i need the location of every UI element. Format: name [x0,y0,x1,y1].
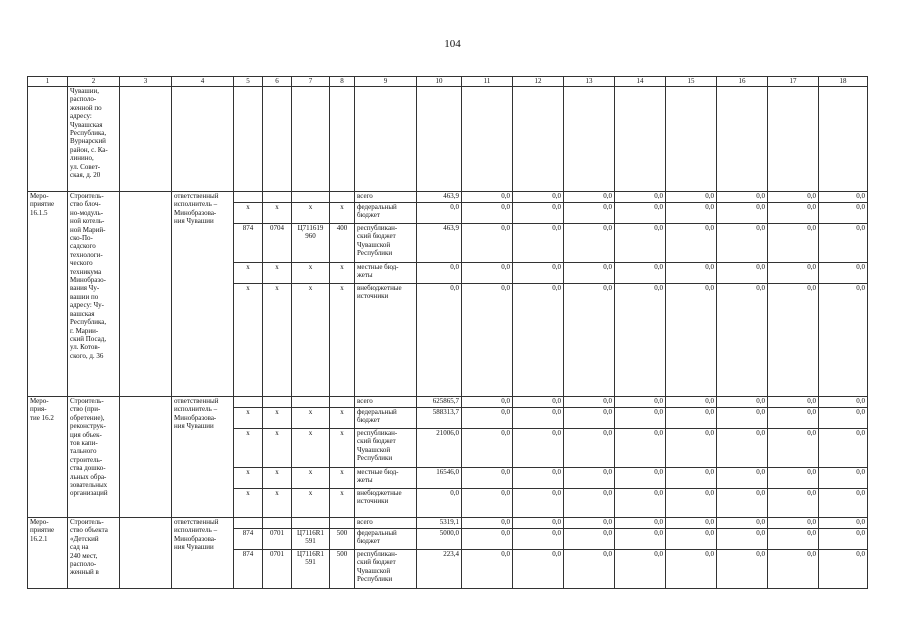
amount-cell: 0,0 [564,518,615,529]
section-code-cell: 0701 [263,550,292,589]
amount-cell: 0,0 [768,468,819,489]
column-header: 14 [615,77,666,87]
amount-cell: 463,9 [417,192,462,203]
amount-cell: 0,0 [513,397,564,408]
amount-cell: 0,0 [513,408,564,429]
amount-cell: 0,0 [819,284,868,397]
target-code-cell [292,518,330,529]
empty-cell [330,87,355,192]
funding-source-cell: местные бюд- жеты [355,263,417,284]
amount-cell: 0,0 [768,529,819,550]
amount-cell: 0,0 [717,397,768,408]
expense-type-cell [330,192,355,203]
amount-cell: 0,0 [819,489,868,518]
table-row [28,192,868,203]
empty-cell [120,518,172,589]
activity-code-cell: Меро- приятие 16.1.5 [28,192,68,397]
target-code-cell [292,397,330,408]
amount-cell: 0,0 [768,408,819,429]
amount-cell: 0,0 [717,489,768,518]
amount-cell: 588313,7 [417,408,462,429]
column-header: 9 [355,77,417,87]
amount-cell: 0,0 [615,408,666,429]
amount-cell: 0,0 [768,224,819,263]
amount-cell: 0,0 [717,408,768,429]
section-code-cell [263,192,292,203]
target-code-cell [292,192,330,203]
amount-cell: 5319,1 [417,518,462,529]
amount-cell: 0,0 [615,529,666,550]
amount-cell: 0,0 [564,429,615,468]
amount-cell: 0,0 [666,203,717,224]
expense-type-cell: x [330,408,355,429]
amount-cell: 0,0 [513,224,564,263]
amount-cell: 0,0 [717,203,768,224]
target-code-cell: Ц711619 960 [292,224,330,263]
column-header: 16 [717,77,768,87]
amount-cell: 0,0 [513,489,564,518]
column-header: 17 [768,77,819,87]
expense-type-cell: x [330,468,355,489]
grbs-code-cell: x [234,489,263,518]
column-header: 5 [234,77,263,87]
activity-code-cell: Меро- приятие 16.2.1 [28,518,68,589]
amount-cell: 0,0 [462,284,513,397]
amount-cell: 0,0 [819,468,868,489]
grbs-code-cell: x [234,263,263,284]
continuation-row [28,87,868,192]
object-name-cell: Чувашии, располо- женной по адресу: Чувашская Республика, Вурнарский район, с. Ка- линино, ул. Совет- ская, д. 20 [68,87,120,192]
amount-cell: 0,0 [666,518,717,529]
amount-cell: 0,0 [462,192,513,203]
amount-cell: 0,0 [615,518,666,529]
amount-cell: 0,0 [768,550,819,589]
expense-type-cell: x [330,263,355,284]
responsible-cell: ответственный исполнитель – Минобразова- ния Чувашии [172,397,234,518]
grbs-code-cell: x [234,203,263,224]
amount-cell: 0,0 [564,203,615,224]
funding-source-cell: республикан- ский бюджет Чувашской Республики [355,224,417,263]
empty-cell [292,87,330,192]
amount-cell: 0,0 [768,263,819,284]
expense-type-cell [330,518,355,529]
amount-cell: 0,0 [819,203,868,224]
amount-cell: 0,0 [819,429,868,468]
empty-cell [172,87,234,192]
expense-type-cell: 500 [330,550,355,589]
column-header: 7 [292,77,330,87]
amount-cell: 21006,0 [417,429,462,468]
funding-source-cell: всего [355,518,417,529]
amount-cell: 0,0 [513,518,564,529]
amount-cell: 0,0 [615,489,666,518]
grbs-code-cell [234,192,263,203]
amount-cell: 0,0 [564,489,615,518]
funding-source-cell: всего [355,397,417,408]
grbs-code-cell: x [234,429,263,468]
section-code-cell [263,397,292,408]
budget-table [27,76,868,589]
header-row [28,77,868,87]
empty-cell [28,87,68,192]
grbs-code-cell: x [234,408,263,429]
amount-cell: 0,0 [462,203,513,224]
empty-cell [513,87,564,192]
grbs-code-cell: x [234,468,263,489]
expense-type-cell [330,397,355,408]
empty-cell [615,87,666,192]
amount-cell: 0,0 [666,192,717,203]
funding-source-cell: федеральный бюджет [355,408,417,429]
amount-cell: 0,0 [564,192,615,203]
amount-cell: 0,0 [666,550,717,589]
empty-cell [717,87,768,192]
amount-cell: 0,0 [768,429,819,468]
funding-source-cell: республикан- ский бюджет Чувашской Республики [355,550,417,589]
empty-cell [355,87,417,192]
amount-cell: 0,0 [615,192,666,203]
expense-type-cell: 500 [330,529,355,550]
amount-cell: 0,0 [513,203,564,224]
amount-cell: 0,0 [717,529,768,550]
section-code-cell: x [263,489,292,518]
amount-cell: 0,0 [462,397,513,408]
amount-cell: 0,0 [417,284,462,397]
amount-cell: 223,4 [417,550,462,589]
column-header: 3 [120,77,172,87]
amount-cell: 0,0 [768,518,819,529]
amount-cell: 0,0 [513,263,564,284]
amount-cell: 0,0 [417,489,462,518]
section-code-cell: x [263,263,292,284]
amount-cell: 0,0 [768,489,819,518]
section-code-cell [263,518,292,529]
activity-code-cell: Меро- прия- тие 16.2 [28,397,68,518]
amount-cell: 0,0 [615,263,666,284]
amount-cell: 0,0 [819,224,868,263]
column-header: 15 [666,77,717,87]
grbs-code-cell: 874 [234,550,263,589]
amount-cell: 0,0 [615,429,666,468]
amount-cell: 0,0 [666,489,717,518]
funding-source-cell: всего [355,192,417,203]
amount-cell: 0,0 [768,397,819,408]
amount-cell: 0,0 [717,468,768,489]
activity-name-cell: Строитель- ство блоч- но-модуль- ной котель- ной Марий- ско-По- садского технологи- ческого техникума Минобразо- вания Чу- вашии по адресу: Чу- вашская Республика, г. Марии- ский Посад, ул. Котов- ского, д. 36 [68,192,120,397]
amount-cell: 0,0 [462,429,513,468]
amount-cell: 0,0 [666,224,717,263]
expense-type-cell: x [330,284,355,397]
amount-cell: 0,0 [513,192,564,203]
target-code-cell: x [292,429,330,468]
amount-cell: 463,9 [417,224,462,263]
amount-cell: 0,0 [462,518,513,529]
activity-name-cell: Строитель- ство (при- обретение), реконструк- ция объек- тов капи- тального строитель- ства дошко- льных обра- зовательных организаций [68,397,120,518]
responsible-cell: ответственный исполнитель – Минобразова- ния Чувашии [172,518,234,589]
section-code-cell: x [263,468,292,489]
empty-cell [234,87,263,192]
grbs-code-cell: 874 [234,529,263,550]
amount-cell: 0,0 [717,263,768,284]
amount-cell: 0,0 [666,408,717,429]
empty-cell [819,87,868,192]
target-code-cell: Ц7116R1 591 [292,550,330,589]
amount-cell: 0,0 [768,192,819,203]
empty-cell [120,397,172,518]
amount-cell: 0,0 [564,224,615,263]
amount-cell: 0,0 [819,518,868,529]
amount-cell: 0,0 [615,397,666,408]
funding-source-cell: федеральный бюджет [355,529,417,550]
section-code-cell: x [263,284,292,397]
target-code-cell: x [292,489,330,518]
amount-cell: 0,0 [819,397,868,408]
empty-cell [564,87,615,192]
empty-cell [462,87,513,192]
target-code-cell: Ц7116R1 591 [292,529,330,550]
column-header: 11 [462,77,513,87]
funding-source-cell: местные бюд- жеты [355,468,417,489]
activity-name-cell: Строитель- ство объекта «Детский сад на 240 мест, располо- женный в [68,518,120,589]
amount-cell: 0,0 [717,518,768,529]
target-code-cell: x [292,203,330,224]
amount-cell: 0,0 [564,397,615,408]
funding-source-cell: внебюджетные источники [355,489,417,518]
column-header: 12 [513,77,564,87]
amount-cell: 0,0 [564,550,615,589]
target-code-cell: x [292,263,330,284]
section-code-cell: x [263,408,292,429]
amount-cell: 5000,0 [417,529,462,550]
column-header: 4 [172,77,234,87]
amount-cell: 0,0 [417,263,462,284]
section-code-cell: 0701 [263,529,292,550]
page-number: 104 [444,38,461,50]
amount-cell: 0,0 [615,224,666,263]
amount-cell: 0,0 [564,263,615,284]
column-header: 18 [819,77,868,87]
empty-cell [120,192,172,397]
amount-cell: 0,0 [513,529,564,550]
column-header: 13 [564,77,615,87]
amount-cell: 0,0 [819,529,868,550]
grbs-code-cell: x [234,284,263,397]
amount-cell: 0,0 [462,529,513,550]
amount-cell: 0,0 [666,263,717,284]
amount-cell: 16546,0 [417,468,462,489]
amount-cell: 0,0 [819,408,868,429]
column-header: 1 [28,77,68,87]
amount-cell: 0,0 [615,468,666,489]
table-row [28,518,868,529]
amount-cell: 0,0 [513,429,564,468]
responsible-cell: ответственный исполнитель – Минобразова- ния Чувашии [172,192,234,397]
amount-cell: 0,0 [462,224,513,263]
amount-cell: 0,0 [513,468,564,489]
column-header: 6 [263,77,292,87]
amount-cell: 0,0 [768,203,819,224]
expense-type-cell: x [330,203,355,224]
amount-cell: 0,0 [615,284,666,397]
amount-cell: 0,0 [819,263,868,284]
amount-cell: 0,0 [615,203,666,224]
funding-source-cell: республикан- ский бюджет Чувашской Республики [355,429,417,468]
amount-cell: 0,0 [564,468,615,489]
amount-cell: 0,0 [717,429,768,468]
funding-source-cell: внебюджетные источники [355,284,417,397]
grbs-code-cell [234,518,263,529]
table-row [28,397,868,408]
amount-cell: 0,0 [666,429,717,468]
grbs-code-cell [234,397,263,408]
column-header: 10 [417,77,462,87]
amount-cell: 0,0 [666,529,717,550]
expense-type-cell: 400 [330,224,355,263]
amount-cell: 0,0 [462,263,513,284]
target-code-cell: x [292,468,330,489]
amount-cell: 0,0 [615,550,666,589]
amount-cell: 625865,7 [417,397,462,408]
amount-cell: 0,0 [717,550,768,589]
amount-cell: 0,0 [513,284,564,397]
empty-cell [263,87,292,192]
empty-cell [120,87,172,192]
amount-cell: 0,0 [666,397,717,408]
column-header: 8 [330,77,355,87]
section-code-cell: x [263,203,292,224]
expense-type-cell: x [330,429,355,468]
amount-cell: 0,0 [717,192,768,203]
amount-cell: 0,0 [666,284,717,397]
amount-cell: 0,0 [462,468,513,489]
amount-cell: 0,0 [564,529,615,550]
grbs-code-cell: 874 [234,224,263,263]
empty-cell [417,87,462,192]
empty-cell [666,87,717,192]
target-code-cell: x [292,284,330,397]
amount-cell: 0,0 [564,284,615,397]
amount-cell: 0,0 [768,284,819,397]
amount-cell: 0,0 [717,284,768,397]
amount-cell: 0,0 [417,203,462,224]
amount-cell: 0,0 [819,550,868,589]
empty-cell [768,87,819,192]
column-header: 2 [68,77,120,87]
amount-cell: 0,0 [717,224,768,263]
amount-cell: 0,0 [462,408,513,429]
amount-cell: 0,0 [564,408,615,429]
amount-cell: 0,0 [513,550,564,589]
target-code-cell: x [292,408,330,429]
amount-cell: 0,0 [666,468,717,489]
amount-cell: 0,0 [462,550,513,589]
amount-cell: 0,0 [819,192,868,203]
expense-type-cell: x [330,489,355,518]
funding-source-cell: федеральный бюджет [355,203,417,224]
amount-cell: 0,0 [462,489,513,518]
section-code-cell: 0704 [263,224,292,263]
section-code-cell: x [263,429,292,468]
